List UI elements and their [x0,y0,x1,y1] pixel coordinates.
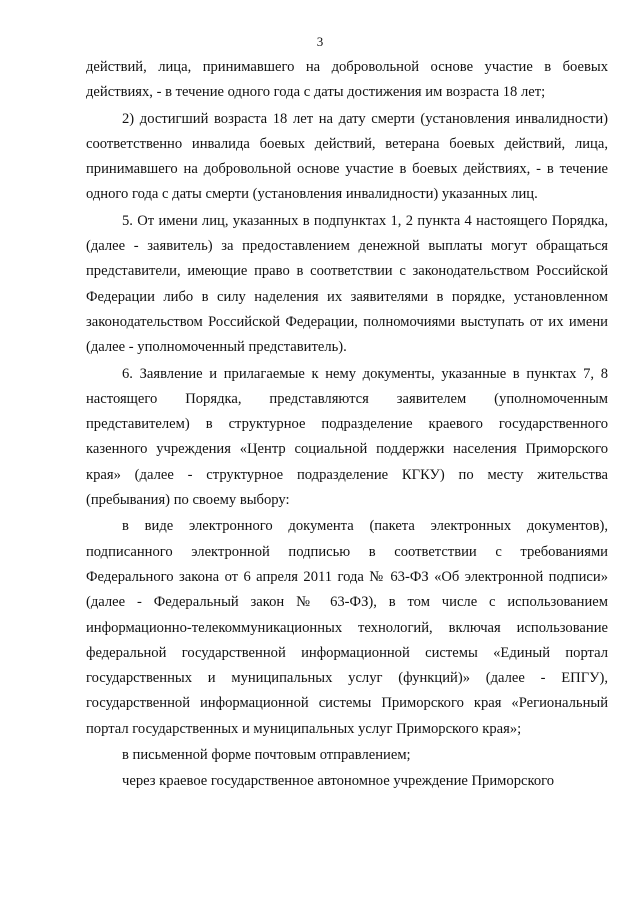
paragraph-item-2: 2) достигший возраста 18 лет на дату смерти (установления инвалидности) соответственно инвалида боевых действий, ветерана боевых действий, лица, принимавшего на добровольной основе участие в боевых действиях, - в течение одного года с даты смерти (установления инвалидности) указанных лиц. [86,110,608,203]
paragraph-item-6: 6. Заявление и прилагаемые к нему документы, указанные в пунктах 7, 8 настоящего Порядка, представляются заявителем (уполномоченным представителем) в структурное подразделение краевого государственного казенного учреждения «Центр социальной поддержки населения Приморского края» (далее - структурное подразделение КГКУ) по месту жительства (пребывания) по своему выбору: [86,365,608,509]
document-body [86,55,608,795]
paragraph-item-5: 5. От имени лиц, указанных в подпунктах 1, 2 пункта 4 настоящего Порядка, (далее - заявитель) за предоставлением денежной выплаты могут обращаться представители, имеющие право в соответствии с законодательством Российской Федерации либо в силу наделения их заявителями в порядке, установленном законодательством Российской Федерации, полномочиями выступать от их имени (далее - уполномоченный представитель). [86,212,608,356]
paragraph-institution-submission: через краевое государственное автономное учреждение Приморского [122,773,555,790]
page-number: 3 [316,34,324,49]
paragraph-electronic-submission: в виде электронного документа (пакета электронных документов), подписанного электронной подписью в соответствии с требованиями Федерального закона от 6 апреля 2011 года № 63-ФЗ «Об электронной подписи» (далее - Федеральный закон № 63-ФЗ), в том числе с использованием информационно-телекоммуникационных технологий, включая использование федеральной государственной информационной системы «Единый портал государственных и муниципальных услуг (функций)» (далее - ЕПГУ), государственной информационной системы Приморского края «Региональный портал государственных и муниципальных услуг Приморского края»; [86,518,608,737]
paragraph-postal-submission: в письменной форме почтовым отправлением; [122,747,411,764]
paragraph-continuation: действий, лица, принимавшего на добровольной основе участие в боевых действиях, - в течение одного года с даты достижения им возраста 18 лет; [86,59,608,101]
